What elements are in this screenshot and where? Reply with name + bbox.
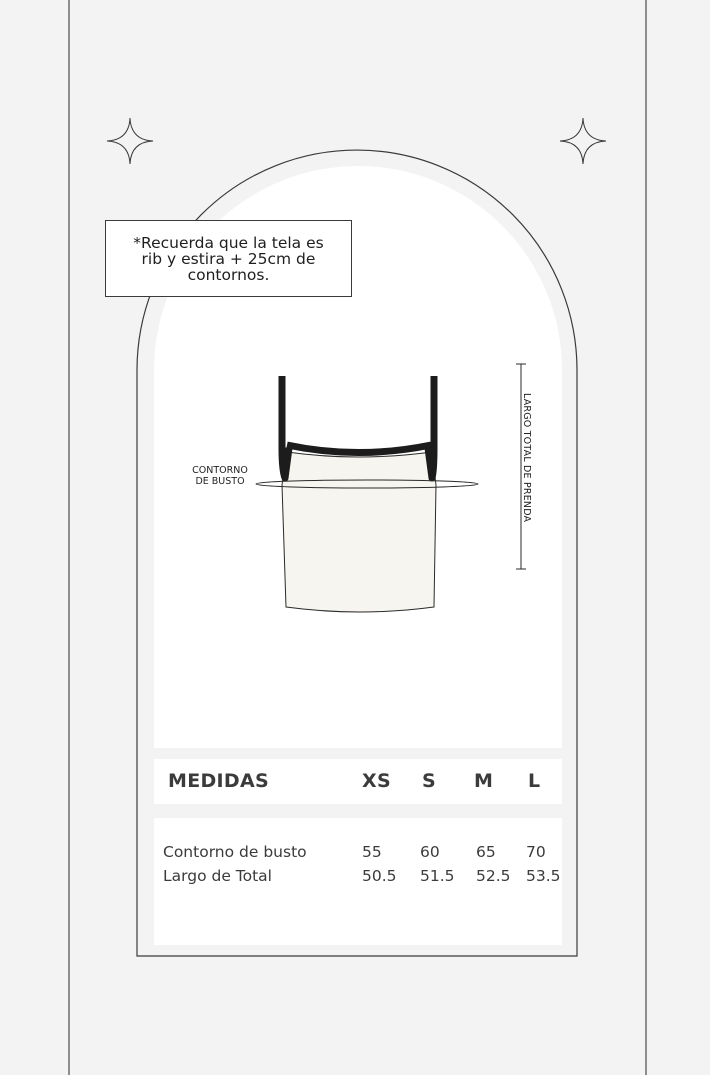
row-length-s: 51.5 [420,867,455,885]
row-bust-label: Contorno de busto [163,843,307,861]
row-bust-xs: 55 [362,843,382,861]
right-strap [428,376,434,478]
row-length-m: 52.5 [476,867,511,885]
garment-body [282,452,436,612]
size-xs-header: XS [362,770,391,792]
row-bust-l: 70 [526,843,546,861]
row-length-l: 53.5 [526,867,561,885]
size-l-header: L [528,770,541,792]
size-s-header: S [422,770,436,792]
bust-label: CONTORNO DE BUSTO [192,465,248,487]
row-bust-m: 65 [476,843,496,861]
row-length-label: Largo de Total [163,867,272,885]
note-text: *Recuerda que la tela es rib y estira + 25cm de contornos. [133,233,324,284]
row-length-xs: 50.5 [362,867,397,885]
neckline-band [287,445,431,453]
row-bust-s: 60 [420,843,440,861]
left-strap [282,376,289,478]
size-m-header: M [474,770,494,792]
table-title: MEDIDAS [168,770,269,792]
length-label: LARGO TOTAL DE PRENDA [521,393,532,523]
